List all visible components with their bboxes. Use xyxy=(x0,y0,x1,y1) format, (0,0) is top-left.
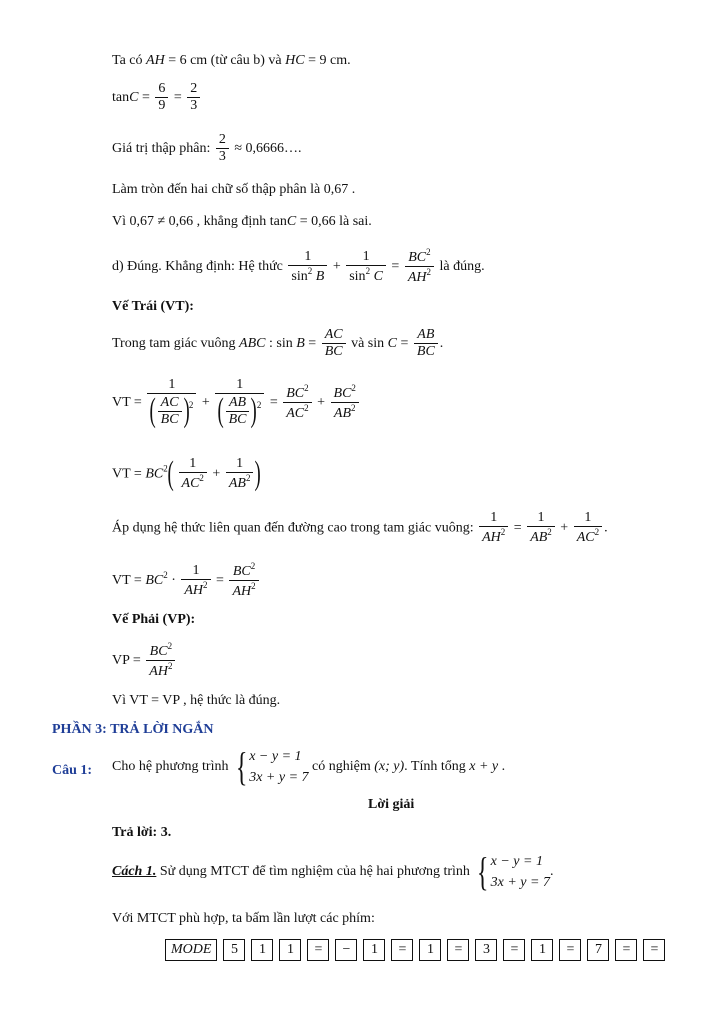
line-part-d: d) Đúng. Khẳng định: Hệ thức $\frac{1}{\sin^2 B}$ + $\frac{1}{\sin^2 C}$ = $\frac{BC^2}{AH^2}$ là đúng. xyxy=(112,247,485,286)
fraction-ac-bc: $\frac{AC}{BC}$ xyxy=(322,327,346,360)
key: = xyxy=(391,939,413,961)
line-vt-factored: VT = $BC^2$( $\frac{1}{AC^2}$ + $\frac{1}{AB^2}$ ) xyxy=(112,455,262,493)
key: = xyxy=(643,939,665,961)
key: 7 xyxy=(587,939,609,961)
fraction-1-sin2b: $\frac{1}{\sin^2 B}$ xyxy=(288,249,327,285)
key: 1 xyxy=(419,939,441,961)
calculator-key-sequence xyxy=(165,939,665,961)
fraction-1-ab2-b: $\frac{1}{AB^2}$ xyxy=(527,510,555,546)
fraction-2-3-decimal: $\frac{2}{3}$ xyxy=(216,132,229,165)
line-final-conclusion: Vì VT = VP , hệ thức là đúng. xyxy=(112,693,281,708)
fraction-1-ac2-b: $\frac{1}{AC^2}$ xyxy=(574,510,602,546)
line-vt-result: VT = $BC^2$ · $\frac{1}{AH^2}$ = $\frac{BC^2}{AH^2}$ xyxy=(112,561,261,600)
line-vt-expansion: VT = 1 ( $\frac{AC}{BC}$ )$^2$ + 1 ( $\frac{AB}{BC}$ )$^2$ = $\frac{BC^2}{AC^2}$ + $\frac{BC^2}{AB^2}$ xyxy=(112,377,361,428)
fraction-1-ah2-c: $\frac{1}{AH^2}$ xyxy=(181,563,210,599)
fraction-1-ab2: $\frac{1}{AB^2}$ xyxy=(226,456,254,492)
equation-system-2: x − y = 1 3x + y = 7 xyxy=(490,854,550,890)
line-rounding: Làm tròn đến hai chữ số thập phân là 0,67 . xyxy=(112,182,356,197)
calculator-instruction: Với MTCT phù hợp, ta bấm lần lượt các phím: xyxy=(112,911,375,926)
key: − xyxy=(335,939,357,961)
key: 1 xyxy=(279,939,301,961)
key: 1 xyxy=(251,939,273,961)
key: = xyxy=(307,939,329,961)
fraction-bc2-ah2-b: $\frac{BC^2}{AH^2}$ xyxy=(229,561,258,600)
line-tan-c: tanC = $\frac{6}{9}$ = $\frac{2}{3}$ xyxy=(112,81,202,114)
key: 3 xyxy=(475,939,497,961)
line-conclusion-c: Vì 0,67 ≠ 0,66 , khẳng định tanC = 0,66 là sai. xyxy=(112,214,372,229)
line-sin-definitions: Trong tam giác vuông ABC : sin B = $\frac{AC}{BC}$ và sin C = $\frac{AB}{BC}$ . xyxy=(112,327,444,360)
fraction-1-over-ac-bc-squared: 1 ( $\frac{AC}{BC}$ )$^2$ xyxy=(147,377,196,428)
line-altitude-relation: Áp dụng hệ thức liên quan đến đường cao trong tam giác vuông: $\frac{1}{AH^2}$ = $\frac{1}{AB^2}$ + $\frac{1}{AC^2}$ . xyxy=(112,510,608,546)
fraction-bc2-ab2: $\frac{BC^2}{AB^2}$ xyxy=(331,383,359,422)
fraction-ab-bc: $\frac{AB}{BC}$ xyxy=(414,327,438,360)
method-1: Cách 1. Sử dụng MTCT để tìm nghiệm của hệ hai phương trình { x − y = 1 3x + y = 7 . xyxy=(112,849,554,894)
section-title: PHẦN 3: TRẢ LỜI NGẮN xyxy=(52,722,214,737)
key: = xyxy=(615,939,637,961)
fraction-6-9: $\frac{6}{9}$ xyxy=(155,81,168,114)
fraction-1-over-ab-bc-squared: 1 ( $\frac{AB}{BC}$ )$^2$ xyxy=(215,377,264,428)
question-label: Câu 1: xyxy=(52,763,93,778)
fraction-2-3: $\frac{2}{3}$ xyxy=(187,81,200,114)
fraction-1-ah2: $\frac{1}{AH^2}$ xyxy=(479,510,508,546)
solution-title: Lời giải xyxy=(368,797,415,812)
key-mode: MODE xyxy=(165,939,217,961)
heading-right-side: Vế Phải (VP): xyxy=(112,612,196,627)
key: = xyxy=(447,939,469,961)
line-vp: VP = $\frac{BC^2}{AH^2}$ xyxy=(112,641,177,680)
fraction-1-sin2c: $\frac{1}{\sin^2 C}$ xyxy=(346,249,386,285)
key: 1 xyxy=(531,939,553,961)
key: 5 xyxy=(223,939,245,961)
fraction-bc2-ah2: $\frac{BC^2}{AH^2}$ xyxy=(405,247,434,286)
heading-left-side: Vế Trái (VT): xyxy=(112,299,194,314)
line-decimal-value: Giá trị thập phân: $\frac{2}{3}$ ≈ 0,6666…. xyxy=(112,132,302,165)
question-text: Cho hệ phương trình { x − y = 1 3x + y = 7 có nghiệm (x; y). Tính tổng x + y . xyxy=(112,744,506,789)
equation-system: x − y = 1 3x + y = 7 xyxy=(249,749,309,785)
line-given-lengths: Ta có AH = 6 cm (từ câu b) và HC = 9 cm. xyxy=(112,53,351,68)
fraction-bc2-ac2: $\frac{BC^2}{AC^2}$ xyxy=(283,383,311,422)
fraction-bc2-ah2-c: $\frac{BC^2}{AH^2}$ xyxy=(146,641,175,680)
key: = xyxy=(503,939,525,961)
key: 1 xyxy=(363,939,385,961)
answer-text: Trả lời: 3. xyxy=(112,825,172,840)
fraction-1-ac2: $\frac{1}{AC^2}$ xyxy=(179,456,207,492)
key: = xyxy=(559,939,581,961)
